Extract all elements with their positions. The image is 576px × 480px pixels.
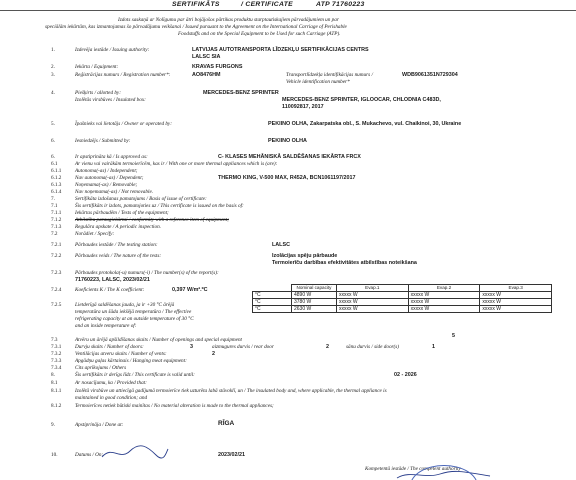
openings-value: 5 (452, 333, 455, 339)
item-text: Pārbaudes protokola(-u) numurs(-i) / The number(s) of the report(s): (75, 270, 219, 276)
row-num: 4. (51, 90, 55, 96)
issuing-authority-value: LATVIJAS AUTOTRANSPORTA LĪDZEKĻU SERTIFIKĀCIJAS CENTRS (192, 47, 369, 53)
item-num: 7.3.2 (51, 351, 62, 357)
item-text: Termoierīces netiek būtiski mainītas / No material alteration is made to the thermal appliances; (75, 403, 274, 409)
done-at-value: RĪGA (218, 420, 235, 427)
item-num: 6.1 (51, 161, 58, 167)
item-num: 8.1.2 (51, 403, 62, 409)
submitted-label: Iesniedzējs / Submitted by: (75, 138, 131, 144)
allotted-value: MERCEDES-BENZ SPRINTER (203, 90, 279, 96)
nature-value-1: Izolācijas spēju pārbaude (272, 253, 338, 259)
submitted-value: PEKIINO OLHA (268, 138, 307, 144)
item-num: 7. (51, 196, 55, 202)
table-cell: xxxxx W (408, 292, 480, 299)
nature-value-2: Termoierīču darbības efektivitātes atbilstības noteikšana (272, 260, 417, 266)
item-text: Koeficients K / The K coefficient: (75, 287, 145, 293)
approved-label: Ir apstiprināta kā / Is approved as: (75, 154, 148, 160)
intro-line-2: speciālām iekārtām, kas izmantojamas šo pārvadājumu veikšanai / Issued pursuant to the Agreement on the International Carriage of Perishable (45, 24, 347, 30)
equipment-label: Iekārta / Equipment: (75, 64, 119, 70)
table-cell: xxxxx W (408, 299, 480, 306)
table-cell (253, 285, 292, 292)
item-text: Durvju skaits / Number of doors: (75, 344, 144, 350)
vin-value: WDB9061351N729304 (402, 72, 458, 78)
item-text: Iekārtas pārbaudēm / Tests of the equipment; (75, 210, 169, 216)
table-header: Evap.3 (480, 285, 552, 292)
table-cell: 3780 W (292, 299, 337, 306)
table-cell: xxxxx W (480, 299, 552, 306)
item-num: 7.2.1 (51, 242, 62, 248)
intro-line-1: Izdots saskaņā ar Nolīgumu par ātri bojājošos pārtikas produktu starptautiskajiem pārvadājumiem un par (118, 17, 339, 23)
item-text: Noņemama(-as) / Removable; (75, 182, 138, 188)
row-num: 1. (51, 47, 55, 53)
item-text: and an inside temperature of: (75, 323, 137, 329)
item-text: temperatūra un šāda iekšējā temperatūra / The effective (75, 309, 192, 315)
item-num: 8.1 (51, 380, 58, 386)
item-num: 7.1.1 (51, 210, 62, 216)
intro-line-3: Foodstuffs and on the Special Equipment to be Used for such Carriage (ATP). (178, 31, 341, 37)
signature-image (100, 443, 170, 463)
item-text: Datums / On: (75, 452, 104, 458)
vin-label-2: Vehicle identification number* (286, 79, 350, 85)
item-text: Izolētā virsbūve un attiecīgā gadījumā termoierīce tiek uzturēta labā stāvoklī, un / The insulated body and, where applicable, the thermal appliance is (75, 388, 387, 394)
capacity-table (252, 284, 552, 313)
item-num: 7.2.5 (51, 302, 62, 308)
row-num: 5. (51, 121, 55, 127)
insulated-box-value: MERCEDES-BENZ SPRINTER, IGLOOCAR, CHLODNIA C483D, (282, 97, 441, 103)
issuing-authority-value-2: LALSC SIA (192, 54, 221, 60)
item-text: Sertifikāta izdošanas pamatojums / Basis of issue of certificate: (75, 196, 207, 202)
item-text: Šis sertifikāts ir izdots, pamatojoties uz / This certificate is issued on the basis of: (75, 203, 244, 209)
item-text: Šis sertifikāts ir derīgs līdz / This certificate is valid until: (75, 372, 195, 378)
table-row (253, 292, 552, 299)
item-num: 7.1 (51, 203, 58, 209)
item-num: 9. (51, 422, 55, 428)
table-cell: 2630 W (292, 306, 337, 313)
registration-value: AO8476HM (192, 72, 221, 78)
item-text: Pārbaudes veids / The nature of the tests: (75, 253, 162, 259)
table-header: Evap.1 (337, 285, 409, 292)
table-header: Evap.2 (408, 285, 480, 292)
table-header-row (253, 285, 552, 292)
table-cell: °C (253, 299, 292, 306)
table-cell: °C (253, 292, 292, 299)
table-cell: 4890 W (292, 292, 337, 299)
item-num: 7.3.1 (51, 344, 62, 350)
item-num: 7.2 (51, 231, 58, 237)
item-num: 7.2.3 (51, 270, 62, 276)
registration-label: Reģistrācijas numurs / Registration number*: (75, 72, 171, 78)
insulated-box-label: Izolētās virsbūves / Insulated box: (75, 97, 146, 103)
competent-authority-label: Kompetentā iestāde / The competent authority (365, 466, 461, 472)
insulated-box-value-2: 110092817, 2017 (282, 104, 324, 110)
table-cell: xxxxx W (337, 306, 409, 313)
row-num: 6. (51, 154, 55, 160)
table-cell: xxxxx W (480, 292, 552, 299)
table-cell: °C (253, 306, 292, 313)
station-value: LALSC (272, 242, 290, 248)
item-text: Ar vienu vai vairākām termoierīcēm, kas ir / With one or more thermal appliances which is (are): (75, 161, 278, 167)
item-num: 8.1.1 (51, 388, 62, 394)
item-num: 7.3.4 (51, 365, 62, 371)
item-text: Norādiet / Specify: (75, 231, 115, 237)
item-text: Regulāra apskate / A periodic inspection. (75, 224, 161, 230)
vin-label: Transportlīdzekļa identifikācijas numurs / (286, 72, 373, 78)
item-text: Lietderīgā saldēšanas jauda, ja ir +30 °C ārējā (75, 302, 175, 308)
allotted-label: Piešķirts / allotted by: (75, 90, 121, 96)
certificate-title-en: / CERTIFICATE (241, 1, 293, 8)
item-text: refrigerating capacity at an outside temperature of 30 °C (75, 316, 194, 322)
date-value: 2023/02/21 (218, 452, 245, 458)
table-cell: xxxxx W (480, 306, 552, 313)
table-row (253, 306, 552, 313)
item-num: 7.1.3 (51, 224, 62, 230)
item-text-struck: Atbilstību paraugiekārtai / conformity with a reference item of equipment; (75, 217, 229, 223)
side-door-label: sānu durvis / side door(s) (346, 344, 400, 350)
item-num: 6.1.4 (51, 189, 62, 195)
item-num: 6.1.3 (51, 182, 62, 188)
issuing-authority-label: Izdevēja iestāde / Issuing authority: (75, 47, 150, 53)
item-text: Pārbaudes iestāde / The testing station: (75, 242, 158, 248)
row-num: 6. (51, 138, 55, 144)
item-text: Cits aprīkojums / Others (75, 365, 127, 371)
rear-door-value: 2 (326, 344, 329, 350)
certificate-title: SERTIFIKĀTS (172, 1, 220, 8)
item-text: Nav noņemama(-as) / Not removable. (75, 189, 154, 195)
table-row (253, 299, 552, 306)
item-num: 10. (51, 452, 58, 458)
atp-number: ATP 71760223 (316, 1, 365, 8)
header-rule (0, 10, 576, 11)
k-value: 0,397 W/m².ºC (172, 287, 208, 293)
owner-label: Īpašnieks vai lietotājs / Owner or operated by: (75, 121, 172, 127)
item-text: maintained in good condition; and (75, 395, 148, 401)
item-text: Nav autonoma(-as) / Dependent; (75, 175, 144, 181)
report-value: 71760223, LALSC, 2023/02/21 (75, 277, 150, 283)
row-num: 3. (51, 72, 55, 78)
item-num: 7.2.2 (51, 253, 62, 259)
owner-value: PEKIINO OLHA, Zakarpatska obl., S. Mukachevo, vul. Chaikinoi, 30, Ukraine (268, 121, 462, 127)
item-text: Atvēru un ārējā apšildīšanas skaits / Number of openings and special equipment (75, 337, 242, 343)
vents-value: 2 (212, 351, 215, 357)
rear-door-label: aizmugures durvis / rear door (212, 344, 274, 350)
equipment-value: KRAVAS FURGONS (192, 64, 243, 70)
doors-value: 3 (190, 344, 193, 350)
table-header: Nominal capacity (292, 285, 337, 292)
item-num: 7.1.2 (51, 217, 62, 223)
dependent-value: THERMO KING, V-500 MAX, R452A, BCN1061197/2017 (218, 175, 356, 181)
item-num: 7.2.4 (51, 287, 62, 293)
row-num: 2. (51, 64, 55, 70)
table-cell: xxxxx W (408, 306, 480, 313)
valid-until-value: 02 - 2026 (394, 372, 417, 378)
table-cell: xxxxx W (337, 299, 409, 306)
item-num: 8. (51, 372, 55, 378)
item-text: Apgādņu gaļas kārtainais / Hanging meat equipment: (75, 358, 187, 364)
item-num: 6.1.1 (51, 168, 62, 174)
item-text: Ventilācijas atveru skaits / Number of vents: (75, 351, 167, 357)
item-num: 7.3.3 (51, 358, 62, 364)
table-cell: xxxxx W (337, 292, 409, 299)
item-text: Autonoma(-as) / Independent; (75, 168, 138, 174)
approved-value: C- KLASES MEHĀNISKĀ SALDĒŠANAS IEKĀRTA FRCX (218, 154, 361, 160)
item-text: Apstiprināja / Done at: (75, 422, 124, 428)
side-door-value: 1 (432, 344, 435, 350)
item-num: 6.1.2 (51, 175, 62, 181)
item-text: Ar nosacījumu, ka / Provided that: (75, 380, 147, 386)
item-num: 7.3 (51, 337, 58, 343)
